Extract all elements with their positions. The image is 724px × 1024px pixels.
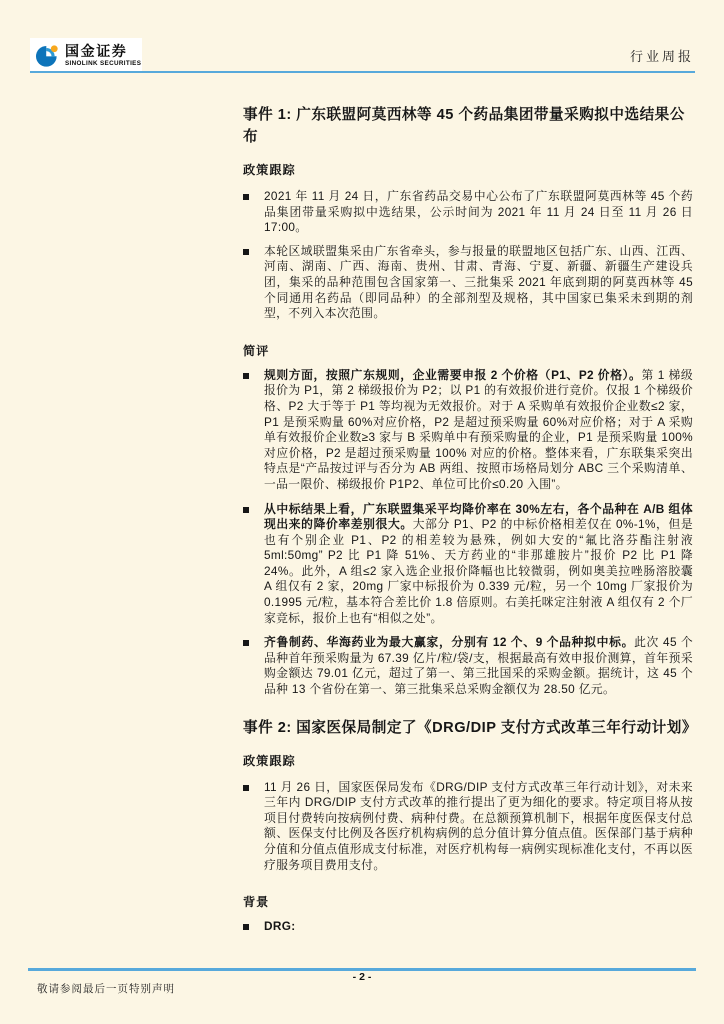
bullet-rest: 第 1 梯级报价为 P1，第 2 梯级报价为 P2；以 P1 的有效报价进行竞价。仅报 1 个梯级价格、P2 大于等于 P1 等均视为无效报价。对于 A 采购单有效报价企业数≤2 家，P1 是预采购量 60%对应价格，P2 是超过预采购量 60%对应价格；对于 A 采购单有效报价企业数≥3 家与 B 采购单中有预采购量的企业，P1 是预采购量 100%对应价格，P2 是超过预采购量 100% 对应的价格。整体来看，广东联集采突出特点是“产品按过评与否分为 AB 两组、按照市场格局划分 ABC 三个采购清单、一品一限价、梯级报价 P1P2、单位可比价≤0.20 入围”。: [264, 367, 694, 491]
list-item: [243, 244, 693, 322]
bullet-square-icon: [243, 780, 264, 874]
bullet-text: [264, 502, 693, 627]
list-item: [243, 919, 693, 935]
event1-comment-heading: 简评: [243, 343, 270, 358]
bullet-text: 11 月 26 日，国家医保局发布《DRG/DIP 支付方式改革三年行动计划》，对未来三年内 DRG/DIP 支付方式改革的推行提出了更为细化的要求。特定项目将从按项目付费转向按病例付费、病种付费。在总额预算机制下，根据年度医保支付总额、医保支付比例及各医疗机构病例的总分值计算分值点值。医保部门基于病种分值和分值点值形成支付标准，对医疗机构每一病例实现标准化支付，不再以医疗服务项目费用支付。: [264, 779, 693, 872]
bullet-lead: DRG:: [264, 919, 296, 934]
page-number: - 2 -: [352, 971, 372, 983]
bullet-square-icon: [243, 919, 264, 935]
list-item: [243, 502, 693, 627]
bullet-rest: 此次 45 个品种首年预采购量为 67.39 亿片/粒/袋/支，根据最高有效申报价测算，首年预采购金额达 79.01 亿元，超过了第一、第三批国采的采购金额。据统计，这 45 个品种 13 个省份在第一、第三批集采总采购金额仅为 28.50 亿元。: [264, 635, 693, 697]
list-item: [243, 189, 693, 236]
bullet-square-icon: [243, 502, 264, 627]
footer-disclaimer: 敬请参阅最后一页特别声明: [37, 984, 175, 995]
bullet-square-icon: [243, 635, 264, 697]
header-divider: [30, 71, 695, 73]
bullet-rest: 大部分 P1、P2 的中标价格相差仅在 0%-1%，但是也有个别企业 P1、P2 的相差较为悬殊，例如大安的“氟比洛芬酯注射液 5ml:50mg” P2 比 P1 降 51%、天方药业的“非那雄胺片”报价 P2 比 P1 降 24%。此外，A 组≤2 家入选企业报价降幅也比较微弱，例如奥美拉唑肠溶胶囊 A 组仅有 2 家，20mg 厂家中标报价为 0.339 元/粒，另一个 10mg 厂家报价为 0.1995 元/粒，基本符合差比价 1.8 倍原则。右美托咪定注射液 A 组仅有 2 个厂家竞标，报价上也有“相似之处”。: [264, 517, 693, 625]
bullet-square-icon: [243, 244, 264, 322]
bullet-square-icon: [243, 189, 264, 236]
bullet-lead: 规则方面，按照广东规则，企业需要申报 2 个价格（P1、P2 价格）。: [264, 367, 642, 382]
sinolink-logo: [30, 38, 142, 72]
list-item: [243, 780, 693, 874]
list-item: [243, 368, 693, 493]
brand-text: [65, 44, 141, 67]
event2-background-heading: 背景: [243, 895, 270, 910]
event2-title: 事件 2: 国家医保局制定了《DRG/DIP 支付方式改革三年行动计划》: [243, 719, 697, 736]
list-item: [243, 635, 693, 697]
bullet-square-icon: [243, 368, 264, 493]
brand-name-cn: 国金证券: [65, 42, 128, 59]
bullet-lead: 从中标结果上看，广东联盟集采平均降价率在 30%左右，各个品种在 A/B 组体现出来的降价率差别很大。: [264, 501, 693, 532]
event1-policy-heading: 政策跟踪: [243, 163, 296, 177]
doc-type-label: 行业周报: [629, 49, 694, 64]
bullet-text: [264, 368, 693, 493]
event2-policy-heading: 政策跟踪: [243, 753, 296, 768]
bullet-lead: 齐鲁制药、华海药业为最大赢家，分别有 12 个、9 个品种拟中标。: [264, 635, 635, 650]
sinolink-logo-icon: [34, 42, 61, 69]
bullet-text: 本轮区域联盟集采由广东省牵头，参与报量的联盟地区包括广东、山西、江西、河南、湖南、广西、海南、贵州、甘肃、青海、宁夏、新疆、新疆生产建设兵团，集采的品种范围包含国家第一、三批集采 2021 年底到期的阿莫西林等 45 个同通用名药品（即同品种）的全部剂型及规格，其中国家已集采未到期的剂型，不列入本次范围。: [264, 243, 693, 321]
bullet-text: [264, 635, 693, 697]
brand-name-en: SINOLINK SECURITIES: [65, 59, 142, 67]
event1-title: 事件 1: 广东联盟阿莫西林等 45 个药品集团带量采购拟中选结果公布: [243, 107, 685, 145]
bullet-text: 2021 年 11 月 24 日，广东省药品交易中心公布了广东联盟阿莫西林等 45 个药品集团带量采购拟中选结果，公示时间为 2021 年 11 月 24 日至 11 月 26 日 17:00。: [264, 189, 693, 235]
bullet-text: [264, 919, 693, 935]
report-body: [243, 104, 697, 935]
